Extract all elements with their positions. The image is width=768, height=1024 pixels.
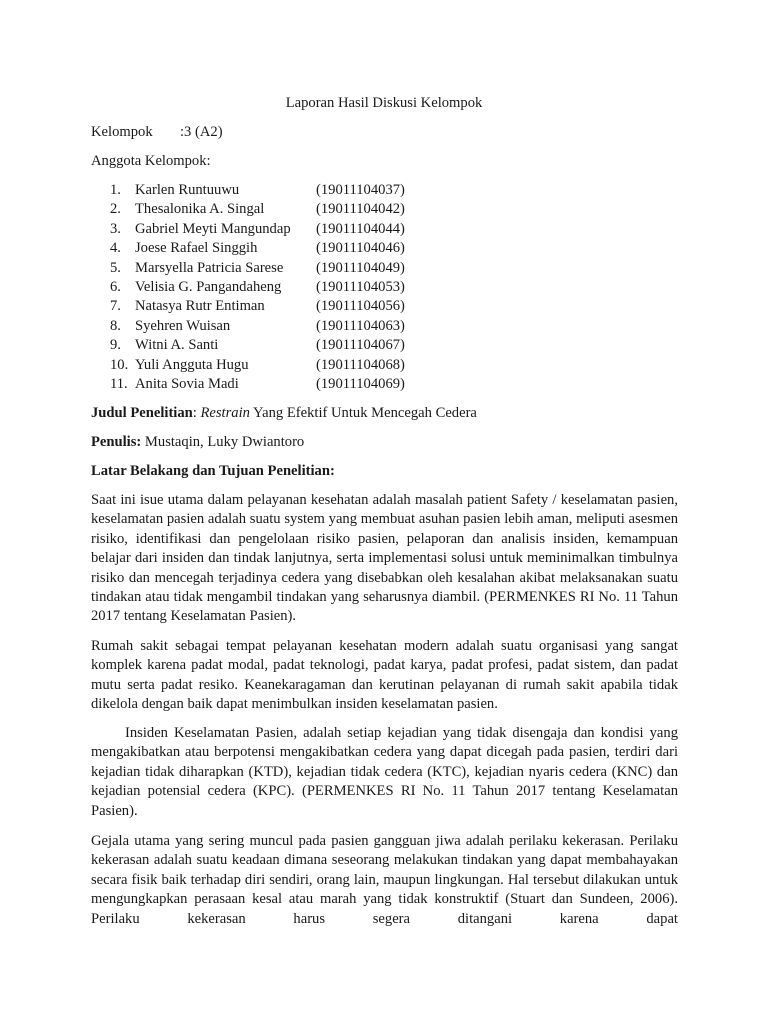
member-id: (19011104049) xyxy=(316,259,405,276)
member-number: 7. xyxy=(110,298,121,315)
member-row xyxy=(110,181,430,200)
member-name: Joese Rafael Singgih xyxy=(135,240,258,257)
group-value: :3 (A2) xyxy=(180,124,223,140)
member-name: Marsyella Patricia Sarese xyxy=(135,259,284,276)
research-title xyxy=(91,404,477,423)
member-row xyxy=(110,336,430,355)
document-title: Laporan Hasil Diskusi Kelompok xyxy=(285,95,483,111)
member-id: (19011104056) xyxy=(316,298,405,315)
member-id: (19011104044) xyxy=(316,220,405,237)
member-id: (19011104068) xyxy=(316,356,405,373)
member-number: 9. xyxy=(110,337,121,354)
member-name: Karlen Runtuuwu xyxy=(135,182,240,198)
section-heading xyxy=(91,462,335,481)
authors-value: Mustaqin, Luky Dwiantoro xyxy=(141,434,305,450)
member-name: Yuli Angguta Hugu xyxy=(135,356,249,373)
authors-line xyxy=(91,433,304,452)
authors-label: Penulis: xyxy=(91,434,142,450)
paragraph-4: Gejala utama yang sering muncul pada pasien gangguan jiwa adalah perilaku kekerasan. Perilaku kekerasan adalah suatu keadaan dimana seseorang melakukan tindakan yang dapat membahayakan secara fisik baik terhadap diri sendiri, orang lain, maupun lingkungan. Hal tersebut dilakukan untuk mengungkapkan perasaan kesal atau marah yang tidak konstruktif (Stuart dan Sundeen, 2006). Perilaku kekerasan harus segera ditangani karena dapat xyxy=(91,833,678,927)
section-heading-text: Latar Belakang dan Tujuan Penelitian: xyxy=(91,463,335,479)
member-name: Velisia G. Pangandaheng xyxy=(135,278,282,295)
member-row xyxy=(110,220,430,239)
paragraph-3: Insiden Keselamatan Pasien, adalah setiap kejadian yang tidak disengaja dan kondisi yang mengakibatkan atau berpotensi mengakibatkan cedera yang dapat dicegah pada pasien, terdiri dari kejadian tidak diharapkan (KTD), kejadian tidak cedera (KTC), kejadian nyaris cedera (KNC) dan kejadian potensial cedera (KPC). (PERMENKES RI No. 11 Tahun 2017 tentang Keselamatan Pasien). xyxy=(91,725,678,819)
paragraph-2: Rumah sakit sebagai tempat pelayanan kesehatan modern adalah suatu organisasi yang sangat komplek karena padat modal, padat teknologi, padat karya, padat profesi, padat sistem, dan padat mutu serta padat resiko. Keanekaragaman dan kerutinan pelayanan di rumah sakit apabila tidak dikelola dengan baik dapat menimbulkan insiden keselamatan pasien. xyxy=(91,638,678,713)
member-number: 1. xyxy=(110,182,121,198)
member-list xyxy=(110,181,430,394)
member-id: (19011104067) xyxy=(316,337,405,354)
member-row xyxy=(110,317,430,336)
member-id: (19011104046) xyxy=(316,240,405,257)
member-row xyxy=(110,356,430,375)
member-row xyxy=(110,239,430,258)
member-id: (19011104037) xyxy=(316,182,405,198)
member-id: (19011104042) xyxy=(316,201,405,218)
member-name: Thesalonika A. Singal xyxy=(135,201,265,218)
paragraph-1: Saat ini isue utama dalam pelayanan kesehatan adalah masalah patient Safety / keselamatan pasien, keselamatan pasien adalah suatu system yang membuat asuhan pasien lebih aman, meliputi asesmen risiko, identifikasi dan pengelolaan risiko pasien, pelaporan dan analisis insiden, kemampuan belajar dari insiden dan tindak lanjutnya, serta implementasi solusi untuk meminimalkan timbulnya risiko dan mencegah terjadinya cedera yang disebabkan oleh kesalahan akibat melaksanakan suatu tindakan atau tidak mengambil tindakan yang seharusnya diambil. (PERMENKES RI No. 11 Tahun 2017 tentang Keselamatan Pasien). xyxy=(91,492,678,625)
member-number: 10. xyxy=(110,356,129,373)
member-id: (19011104069) xyxy=(316,375,405,392)
research-title-label: Judul Penelitian xyxy=(91,405,193,421)
group-label: Kelompok xyxy=(91,124,153,140)
member-number: 2. xyxy=(110,201,121,218)
member-number: 8. xyxy=(110,317,121,334)
member-number: 11. xyxy=(110,375,128,392)
member-name: Witni A. Santi xyxy=(135,337,219,354)
member-number: 3. xyxy=(110,220,121,237)
member-row xyxy=(110,278,430,297)
member-name: Syehren Wuisan xyxy=(135,317,231,334)
member-name: Gabriel Meyti Mangundap xyxy=(135,220,291,237)
member-row xyxy=(110,297,430,316)
member-name: Anita Sovia Madi xyxy=(135,375,239,392)
member-id: (19011104053) xyxy=(316,278,405,295)
members-label: Anggota Kelompok: xyxy=(91,153,211,169)
research-title-italic: Restrain xyxy=(200,405,250,421)
member-number: 4. xyxy=(110,240,121,257)
research-title-rest: Yang Efektif Untuk Mencegah Cedera xyxy=(249,405,477,421)
member-row xyxy=(110,375,430,394)
member-row xyxy=(110,200,430,219)
member-id: (19011104063) xyxy=(316,317,405,334)
research-title-separator: : xyxy=(192,405,201,421)
member-row xyxy=(110,259,430,278)
member-number: 6. xyxy=(110,278,121,295)
member-number: 5. xyxy=(110,259,121,276)
member-name: Natasya Rutr Entiman xyxy=(135,298,265,315)
